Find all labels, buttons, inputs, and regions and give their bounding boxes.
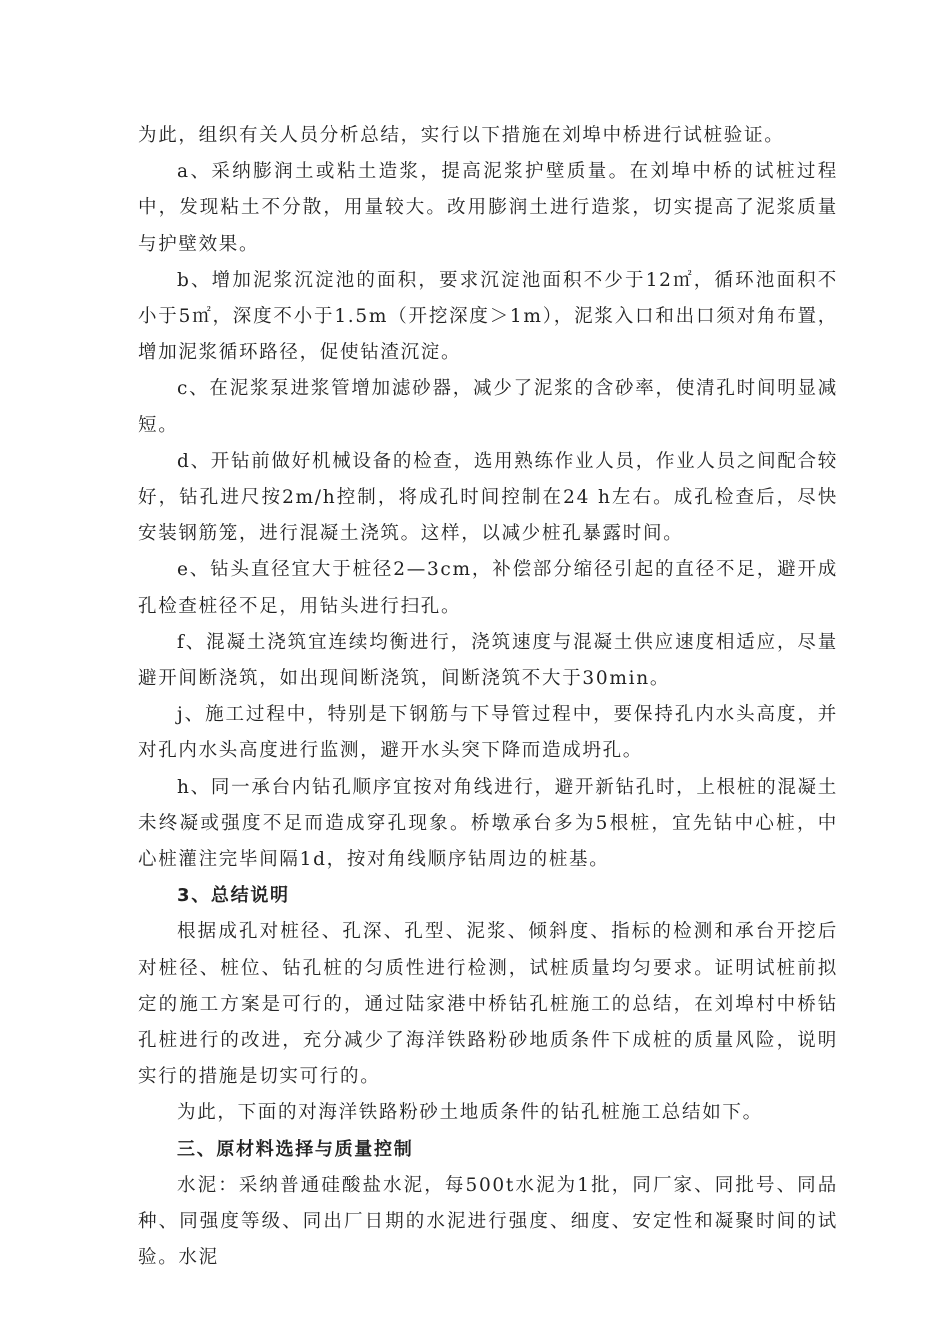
paragraph-measure-h: h、同一承台内钻孔顺序宜按对角线进行，避开新钻孔时，上根桩的混凝土未终凝或强度不足而造成穿孔现象。桥墩承台多为5根桩，宜先钻中心桩，中心桩灌注完毕间隔1d，按对角线顺序钻周边的桩基。 [138,776,838,871]
paragraph-measure-d: d、开钻前做好机械设备的检查，选用熟练作业人员，作业人员之间配合较好，钻孔进尺按2m/h控制，将成孔时间控制在24 h左右。成孔检查后，尽快安装钢筋笼，进行混凝土浇筑。这样，以减少桩孔暴露时间。 [138,450,838,545]
paragraph-measure-f: f、混凝土浇筑宜连续均衡进行，浇筑速度与混凝土供应速度相适应，尽量避开间断浇筑，如出现间断浇筑，间断浇筑不大于30min。 [138,631,838,690]
paragraph-summary-followup: 为此，下面的对海洋铁路粉砂土地质条件的钻孔桩施工总结如下。 [177,1102,763,1124]
paragraph-measure-c: c、在泥浆泵进浆管增加滤砂器，减少了泥浆的含砂率，使清孔时间明显减短。 [138,378,838,436]
paragraph-summary: 根据成孔对桩径、孔深、孔型、泥浆、倾斜度、指标的检测和承台开挖后对桩径、桩位、钻孔桩的匀质性进行检测，试桩质量均匀要求。证明试桩前拟定的施工方案是可行的，通过陆家港中桥钻孔桩施工的总结，在刘埠村中桥钻孔桩进行的改进，充分减少了海洋铁路粉砂地质条件下成桩的质量风险，说明实行的措施是切实可行的。 [138,921,838,1088]
section-heading-summary: 3、总结说明 [177,885,290,907]
paragraph-measure-a: a、采纳膨润土或粘土造浆，提高泥浆护壁质量。在刘埠中桥的试桩过程中，发现粘土不分散，用量较大。改用膨润土进行造浆，切实提高了泥浆质量与护壁效果。 [138,161,838,255]
paragraph-measure-j: j、施工过程中，特别是下钢筋与下导管过程中，要保持孔内水头高度，并对孔内水头高度进行监测，避开水头突下降而造成坍孔。 [138,704,838,762]
section-heading-materials: 三、原材料选择与质量控制 [177,1138,414,1160]
paragraph-measure-e: e、钻头直径宜大于桩径2—3cm，补偿部分缩径引起的直径不足，避开成孔检查桩径不足，用钻头进行扫孔。 [138,559,838,617]
paragraph-intro: 为此，组织有关人员分析总结，实行以下措施在刘埠中桥进行试桩验证。 [138,125,785,146]
paragraph-measure-b: b、增加泥浆沉淀池的面积，要求沉淀池面积不少于12㎡，循环池面积不小于5㎡，深度不小于1.5m（开挖深度＞1m），泥浆入口和出口须对角布置，增加泥浆循环路径，促使钻渣沉淀。 [138,269,838,364]
document-body [138,118,838,1277]
paragraph-cement: 水泥：采纳普通硅酸盐水泥，每500t水泥为1批，同厂家、同批号、同品种、同强度等级、同出厂日期的水泥进行强度、细度、安定性和凝聚时间的试验。水泥 [138,1174,838,1269]
